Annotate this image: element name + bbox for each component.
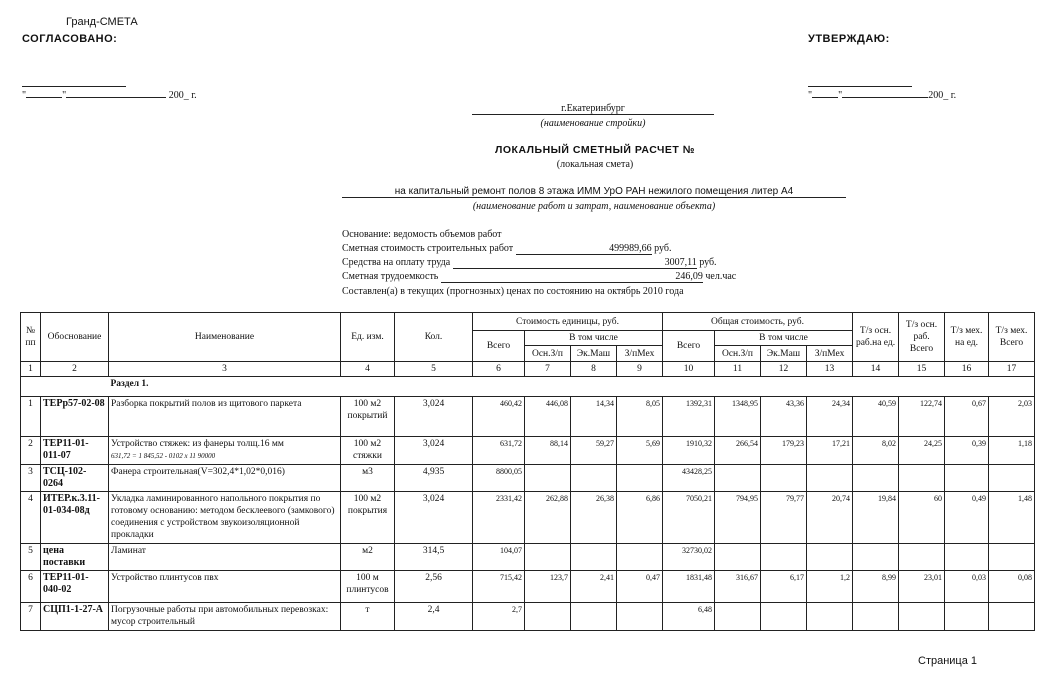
row-number: 4 xyxy=(21,492,41,544)
row-formula: 631,72 = 1 845,52 - 0102 x 11 90000 xyxy=(111,452,216,460)
row-name xyxy=(109,571,341,603)
row-number: 6 xyxy=(21,571,41,603)
row-c12: 179,23 xyxy=(761,437,807,465)
column-number: 13 xyxy=(807,362,853,377)
row-c11: 794,95 xyxy=(715,492,761,544)
header-qty: Кол. xyxy=(395,313,473,362)
column-number: 17 xyxy=(989,362,1035,377)
row-c9: 0,47 xyxy=(617,571,663,603)
row-c17 xyxy=(989,544,1035,571)
row-c13 xyxy=(807,465,853,492)
row-c17 xyxy=(989,603,1035,631)
row-c10: 32730,02 xyxy=(663,544,715,571)
approve-date: " " 200_ г. xyxy=(808,90,957,101)
table-row xyxy=(21,571,1035,603)
row-number: 1 xyxy=(21,397,41,437)
row-c14: 19,84 xyxy=(853,492,899,544)
agreed-date: " " 200_ г. xyxy=(22,90,197,101)
row-name xyxy=(109,397,341,437)
row-c7 xyxy=(525,465,571,492)
cost-line: Сметная стоимость строительных работ 499989,66 руб. xyxy=(342,243,672,254)
row-c9: 8,05 xyxy=(617,397,663,437)
row-c10: 43428,25 xyxy=(663,465,715,492)
row-c14: 40,59 xyxy=(853,397,899,437)
row-c8 xyxy=(571,465,617,492)
row-c13: 24,34 xyxy=(807,397,853,437)
row-c17: 2,03 xyxy=(989,397,1035,437)
header-t2: Т/з осн. раб. Всего xyxy=(899,313,945,362)
header-wage-2: Осн.З/п xyxy=(715,346,761,362)
row-c9 xyxy=(617,544,663,571)
section-title: Раздел 1. xyxy=(109,377,1035,397)
row-unit: 100 м2 стяжки xyxy=(341,437,395,465)
header-t3: Т/з мех. на ед. xyxy=(945,313,989,362)
column-number: 1 xyxy=(21,362,41,377)
header-all-1: Всего xyxy=(473,331,525,362)
row-c7: 123,7 xyxy=(525,571,571,603)
row-c16: 0,39 xyxy=(945,437,989,465)
row-c12 xyxy=(761,465,807,492)
row-name-text: Фанера строительная(V=302,4*1,02*0,016) xyxy=(111,467,285,477)
row-qty: 314,5 xyxy=(395,544,473,571)
header-unit-cost: Стоимость единицы, руб. xyxy=(473,313,663,331)
column-number: 8 xyxy=(571,362,617,377)
row-basis: ТСЦ-102-0264 xyxy=(41,465,109,492)
row-c15 xyxy=(899,465,945,492)
row-c8: 26,38 xyxy=(571,492,617,544)
row-c17: 1,48 xyxy=(989,492,1035,544)
column-number: 6 xyxy=(473,362,525,377)
row-c9 xyxy=(617,465,663,492)
row-c8: 2,41 xyxy=(571,571,617,603)
row-basis: СЦП1-1-27-А xyxy=(41,603,109,631)
basis-line: Основание: ведомость объемов работ xyxy=(342,229,502,240)
column-number: 3 xyxy=(109,362,341,377)
row-c17: 1,18 xyxy=(989,437,1035,465)
row-c13: 1,2 xyxy=(807,571,853,603)
row-c17 xyxy=(989,465,1035,492)
row-c16: 0,67 xyxy=(945,397,989,437)
row-c7: 446,08 xyxy=(525,397,571,437)
row-name-text: Погрузочные работы при автомобильных перевозках: мусор строительный xyxy=(111,605,329,627)
row-c16 xyxy=(945,465,989,492)
header-mwage-1: З/пМех xyxy=(617,346,663,362)
row-c12 xyxy=(761,544,807,571)
row-name xyxy=(109,544,341,571)
row-c11 xyxy=(715,465,761,492)
row-c15: 24,25 xyxy=(899,437,945,465)
row-c11 xyxy=(715,544,761,571)
table-row xyxy=(21,544,1035,571)
row-c13: 17,21 xyxy=(807,437,853,465)
row-c14 xyxy=(853,603,899,631)
row-c10: 6,48 xyxy=(663,603,715,631)
row-c9: 6,86 xyxy=(617,492,663,544)
row-number: 3 xyxy=(21,465,41,492)
table-row xyxy=(21,397,1035,437)
table-row xyxy=(21,492,1035,544)
row-c8 xyxy=(571,603,617,631)
city-name: г.Екатеринбург xyxy=(472,103,714,115)
column-number: 4 xyxy=(341,362,395,377)
approve-label: УТВЕРЖДАЮ: xyxy=(808,33,890,45)
row-c15 xyxy=(899,603,945,631)
header-t4: Т/з мех. Всего xyxy=(989,313,1035,362)
row-basis: цена поставки xyxy=(41,544,109,571)
row-c16 xyxy=(945,544,989,571)
row-c16: 0,03 xyxy=(945,571,989,603)
column-number: 5 xyxy=(395,362,473,377)
row-name xyxy=(109,465,341,492)
row-c11: 266,54 xyxy=(715,437,761,465)
table-row xyxy=(21,603,1035,631)
row-c7: 88,14 xyxy=(525,437,571,465)
column-number: 14 xyxy=(853,362,899,377)
row-qty: 4,935 xyxy=(395,465,473,492)
row-c14: 8,99 xyxy=(853,571,899,603)
row-c14 xyxy=(853,544,899,571)
page-label: Страница 1 xyxy=(918,655,978,667)
row-c10: 1910,32 xyxy=(663,437,715,465)
row-c15: 23,01 xyxy=(899,571,945,603)
row-name-text: Разборка покрытий полов из щитового паркета xyxy=(111,399,302,409)
header-incl-2: В том числе xyxy=(715,331,853,346)
work-name: на капитальный ремонт полов 8 этажа ИММ УрО РАН нежилого помещения литер А4 xyxy=(342,186,846,198)
row-c11: 316,67 xyxy=(715,571,761,603)
row-c12: 79,77 xyxy=(761,492,807,544)
row-c15 xyxy=(899,544,945,571)
row-qty: 2,56 xyxy=(395,571,473,603)
row-c6: 631,72 xyxy=(473,437,525,465)
row-qty: 3,024 xyxy=(395,492,473,544)
approve-signature-line xyxy=(808,86,912,87)
row-name-text: Устройство плинтусов пвх xyxy=(111,573,219,583)
header-unit: Ед. изм. xyxy=(341,313,395,362)
row-c10: 1831,48 xyxy=(663,571,715,603)
row-c15: 60 xyxy=(899,492,945,544)
row-c11 xyxy=(715,603,761,631)
row-basis: ТЕР11-01-011-07 xyxy=(41,437,109,465)
row-name-text: Устройство стяжек: из фанеры толщ.16 мм xyxy=(111,439,284,449)
row-c6: 460,42 xyxy=(473,397,525,437)
row-c13: 20,74 xyxy=(807,492,853,544)
row-c12 xyxy=(761,603,807,631)
row-c12: 6,17 xyxy=(761,571,807,603)
row-c7: 262,88 xyxy=(525,492,571,544)
row-unit: т xyxy=(341,603,395,631)
row-qty: 3,024 xyxy=(395,437,473,465)
column-number: 10 xyxy=(663,362,715,377)
row-name xyxy=(109,437,341,465)
row-c15: 122,74 xyxy=(899,397,945,437)
row-c6: 2331,42 xyxy=(473,492,525,544)
row-c10: 1392,31 xyxy=(663,397,715,437)
row-qty: 2,4 xyxy=(395,603,473,631)
row-c6: 104,07 xyxy=(473,544,525,571)
agreed-label: СОГЛАСОВАНО: xyxy=(22,33,118,45)
row-c14: 8,02 xyxy=(853,437,899,465)
column-numbers-row xyxy=(21,362,1035,377)
header-mach-1: Эк.Маш xyxy=(571,346,617,362)
row-qty: 3,024 xyxy=(395,397,473,437)
row-c14 xyxy=(853,465,899,492)
row-number: 7 xyxy=(21,603,41,631)
row-c7 xyxy=(525,544,571,571)
column-number: 12 xyxy=(761,362,807,377)
row-unit: 100 м2 покрытий xyxy=(341,397,395,437)
row-c13 xyxy=(807,603,853,631)
table-row xyxy=(21,465,1035,492)
row-basis: ТЕР11-01-040-02 xyxy=(41,571,109,603)
row-c9: 5,69 xyxy=(617,437,663,465)
row-c17: 0,08 xyxy=(989,571,1035,603)
row-basis: ИТЕР.к.3.11-01-034-08д xyxy=(41,492,109,544)
row-unit: 100 м2 покрытия xyxy=(341,492,395,544)
wage-line: Средства на оплату труда 3007,11 руб. xyxy=(342,257,717,268)
header-total-cost: Общая стоимость, руб. xyxy=(663,313,853,331)
header-incl-1: В том числе xyxy=(525,331,663,346)
header-name: Наименование xyxy=(109,313,341,362)
row-c6: 8800,05 xyxy=(473,465,525,492)
row-unit: м3 xyxy=(341,465,395,492)
doc-title: ЛОКАЛЬНЫЙ СМЕТНЫЙ РАСЧЕТ № xyxy=(495,144,695,156)
estimate-table xyxy=(20,312,1035,631)
table-row xyxy=(21,437,1035,465)
header-mach-2: Эк.Маш xyxy=(761,346,807,362)
header-basis: Обоснование xyxy=(41,313,109,362)
row-unit: 100 м плинтусов xyxy=(341,571,395,603)
row-number: 2 xyxy=(21,437,41,465)
row-c16: 0,49 xyxy=(945,492,989,544)
header-no: № пп xyxy=(21,313,41,362)
program-title: Гранд-СМЕТА xyxy=(66,16,138,28)
row-c8: 59,27 xyxy=(571,437,617,465)
row-number: 5 xyxy=(21,544,41,571)
row-c7 xyxy=(525,603,571,631)
city-caption: (наименование стройки) xyxy=(540,118,646,129)
row-basis: ТЕРр57-02-08 xyxy=(41,397,109,437)
column-number: 11 xyxy=(715,362,761,377)
work-caption: (наименование работ и затрат, наименование объекта) xyxy=(472,201,716,212)
row-c8 xyxy=(571,544,617,571)
row-c6: 2,7 xyxy=(473,603,525,631)
column-number: 7 xyxy=(525,362,571,377)
row-c8: 14,34 xyxy=(571,397,617,437)
row-c11: 1348,95 xyxy=(715,397,761,437)
row-name-text: Укладка ламинированного напольного покрытия по готовому основанию: методом бесклеевого (замкового) соединения с устройством звукоизоляционной прокладки xyxy=(111,494,335,540)
header-mwage-2: З/пМех xyxy=(807,346,853,362)
row-c13 xyxy=(807,544,853,571)
column-number: 15 xyxy=(899,362,945,377)
row-name xyxy=(109,492,341,544)
section-row xyxy=(21,377,1035,397)
row-c10: 7050,21 xyxy=(663,492,715,544)
row-c16 xyxy=(945,603,989,631)
labor-line: Сметная трудоемкость 246,09 чел.час xyxy=(342,271,737,282)
row-c6: 715,42 xyxy=(473,571,525,603)
row-name xyxy=(109,603,341,631)
column-number: 16 xyxy=(945,362,989,377)
doc-subtitle: (локальная смета) xyxy=(556,159,634,170)
row-unit: м2 xyxy=(341,544,395,571)
prices-note: Составлен(а) в текущих (прогнозных) ценах по состоянию на октябрь 2010 года xyxy=(342,286,684,297)
row-name-text: Ламинат xyxy=(111,546,146,556)
header-all-2: Всего xyxy=(663,331,715,362)
header-t1: Т/з осн. раб.на ед. xyxy=(853,313,899,362)
row-c9 xyxy=(617,603,663,631)
row-c12: 43,36 xyxy=(761,397,807,437)
column-number: 9 xyxy=(617,362,663,377)
header-wage-1: Осн.З/п xyxy=(525,346,571,362)
agreed-signature-line xyxy=(22,86,126,87)
column-number: 2 xyxy=(41,362,109,377)
